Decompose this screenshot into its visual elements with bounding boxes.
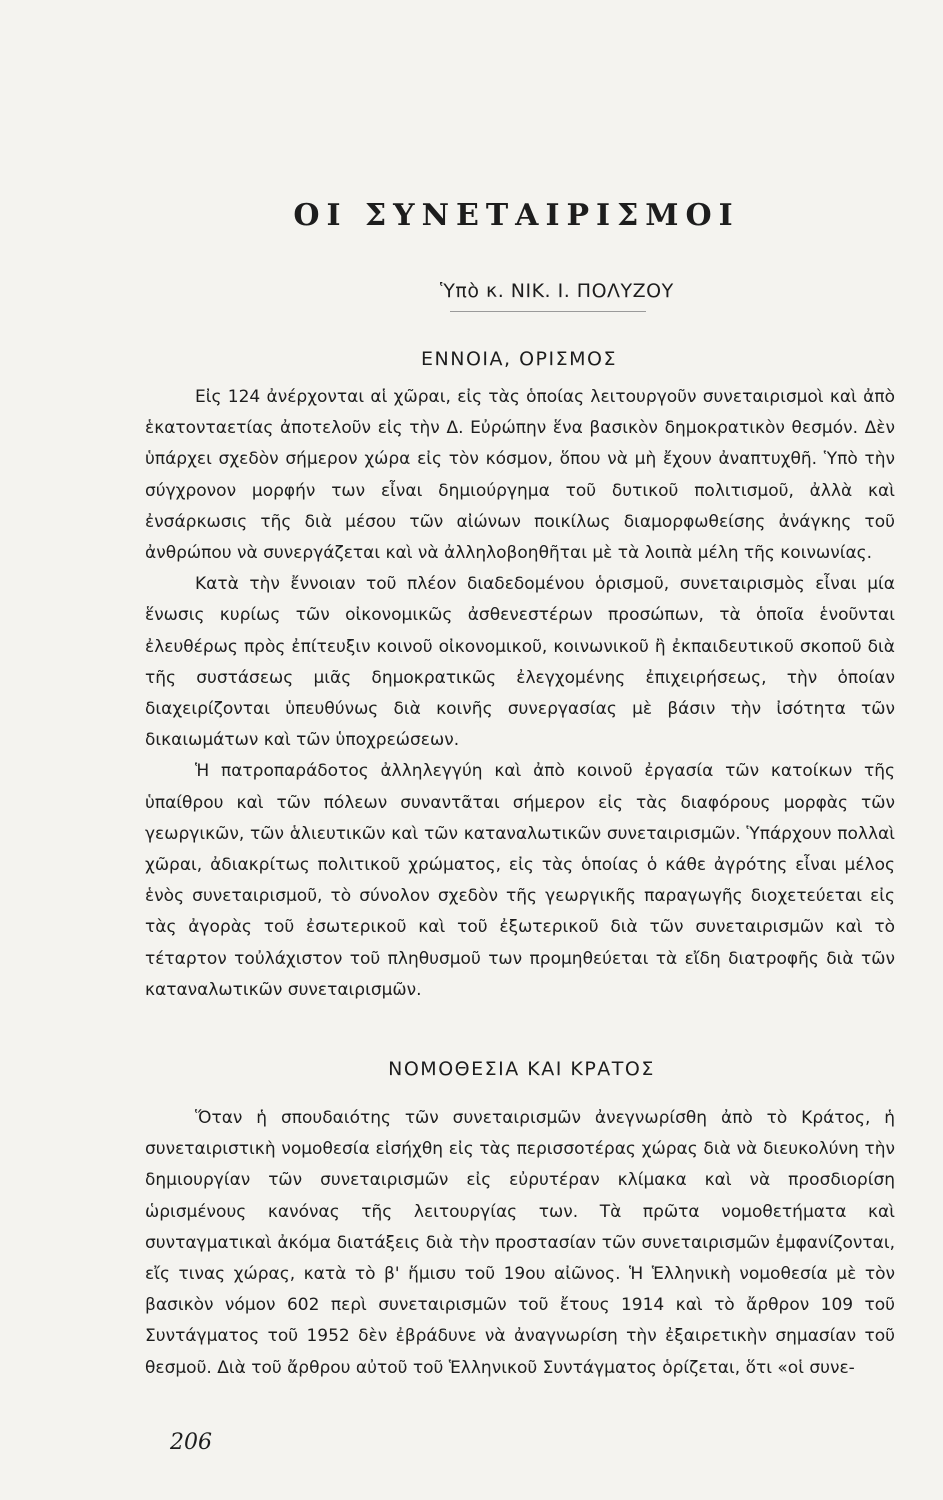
page-number: 206 [170, 1430, 212, 1455]
paragraph: Ὅταν ἡ σπουδαιότης τῶν συνεταιρισμῶν ἀνεγνωρίσθη ἀπὸ τὸ Κράτος, ἡ συνεταιριστικὴ νομοθεσία εἰσήχθη εἰς τὰς περισσοτέρας χώρας διὰ νὰ διευκολύνη τὴν δημιουργίαν τῶν συνεταιρισμῶν εἰς εὐρυτέραν κλίμακα καὶ νὰ προσδιορίση ὡρισμένους κανόνας τῆς λειτουργίας των. Τὰ πρῶτα νομοθετήματα καὶ συνταγματικαὶ ἀκόμα διατάξεις διὰ τὴν προστασίαν τῶν συνεταιρισμῶν ἐμφανίζονται, εἴς τινας χώρας, κατὰ τὸ β' ἥμισυ τοῦ 19ου αἰῶνος. Ἡ Ἑλληνικὴ νομοθεσία μὲ τὸν βασικὸν νόμον 602 περὶ συνεταιρισμῶν τοῦ ἔτους 1914 καὶ τὸ ἄρθρον 109 τοῦ Συντάγματος τοῦ 1952 δὲν ἐβράδυνε νὰ ἀναγνωρίση τὴν ἐξαιρετικὴν σημασίαν τοῦ θεσμοῦ. Διὰ τοῦ ἄρθρου αὐτοῦ τοῦ Ἑλληνικοῦ Συντάγματος ὁρίζεται, ὅτι «οἱ συνε- [145, 1108, 895, 1378]
paragraph: Κατὰ τὴν ἔννοιαν τοῦ πλέον διαδεδομένου ὁρισμοῦ, συνεταιρισμὸς εἶναι μία ἕνωσις κυρίως τῶν οἰκονομικῶς ἀσθενεστέρων προσώπων, τὰ ὁποῖα ἑνοῦνται ἐλευθέρως πρὸς ἐπίτευξιν κοινοῦ οἰκονομικοῦ, κοινωνικοῦ ἢ ἐκπαιδευτικοῦ σκοποῦ διὰ τῆς συστάσεως μιᾶς δημοκρατικῶς ἐλεγχομένης ἐπιχειρήσεως, τὴν ὁποίαν διαχειρίζονται ὑπευθύνως διὰ κοινῆς συνεργασίας μὲ βάσιν τὴν ἰσότητα τῶν δικαιωμάτων καὶ τῶν ὑποχρεώσεων. [145, 574, 895, 751]
article-title: ΟΙ ΣΥΝΕΤΑΙΡΙΣΜΟΙ [293, 198, 740, 233]
section-heading-legislation: ΝΟΜΟΘΕΣΙΑ ΚΑΙ ΚΡΑΤΟΣ [388, 1058, 655, 1080]
section-heading-definition: ΕΝΝΟΙΑ, ΟΡΙΣΜΟΣ [421, 348, 617, 370]
author-underline [450, 311, 646, 312]
section-body-legislation [145, 1103, 895, 1384]
section-body-definition [145, 382, 895, 1006]
paragraph: Ἡ πατροπαράδοτος ἀλληλεγγύη καὶ ἀπὸ κοινοῦ ἐργασία τῶν κατοίκων τῆς ὑπαίθρου καὶ τῶν πόλεων συναντᾶται σήμερον εἰς τὰς διαφόρους μορφὰς τῶν γεωργικῶν, τῶν ἁλιευτικῶν καὶ τῶν καταναλωτικῶν συνεταιρισμῶν. Ὑπάρχουν πολλαὶ χῶραι, ἀδιακρίτως πολιτικοῦ χρώματος, εἰς τὰς ὁποίας ὁ κάθε ἀγρότης εἶναι μέλος ἑνὸς συνεταιρισμοῦ, τὸ σύνολον σχεδὸν τῆς γεωργικῆς παραγωγῆς διοχετεύεται εἰς τὰς ἀγορὰς τοῦ ἐσωτερικοῦ καὶ τοῦ ἐξωτερικοῦ διὰ τῶν συνεταιρισμῶν καὶ τὸ τέταρτον τοὐλάχιστον τοῦ πληθυσμοῦ των προμηθεύεται τὰ εἴδη διατροφῆς διὰ τῶν καταναλωτικῶν συνεταιρισμῶν. [145, 761, 895, 1000]
paragraph: Εἰς 124 ἀνέρχονται αἱ χῶραι, εἰς τὰς ὁποίας λειτουργοῦν συνεταιρισμοὶ καὶ ἀπὸ ἑκατονταετίας ἀποτελοῦν εἰς τὴν Δ. Εὐρώπην ἕνα βασικὸν δημοκρατικὸν θεσμόν. Δὲν ὑπάρχει σχεδὸν σήμερον χώρα εἰς τὸν κόσμον, ὅπου νὰ μὴ ἔχουν ἀναπτυχθῆ. Ὑπὸ τὴν σύγχρονον μορφήν των εἶναι δημιούργημα τοῦ δυτικοῦ πολιτισμοῦ, ἀλλὰ καὶ ἐνσάρκωσις τῆς διὰ μέσου τῶν αἰώνων ποικίλως διαμορφωθείσης ἀνάγκης τοῦ ἀνθρώπου νὰ συνεργάζεται καὶ νὰ ἀλληλοβοηθῆται μὲ τὰ λοιπὰ μέλη τῆς κοινωνίας. [145, 387, 895, 564]
article-author: Ὑπὸ κ. ΝΙΚ. Ι. ΠΟΛΥΖΟΥ [440, 280, 674, 302]
